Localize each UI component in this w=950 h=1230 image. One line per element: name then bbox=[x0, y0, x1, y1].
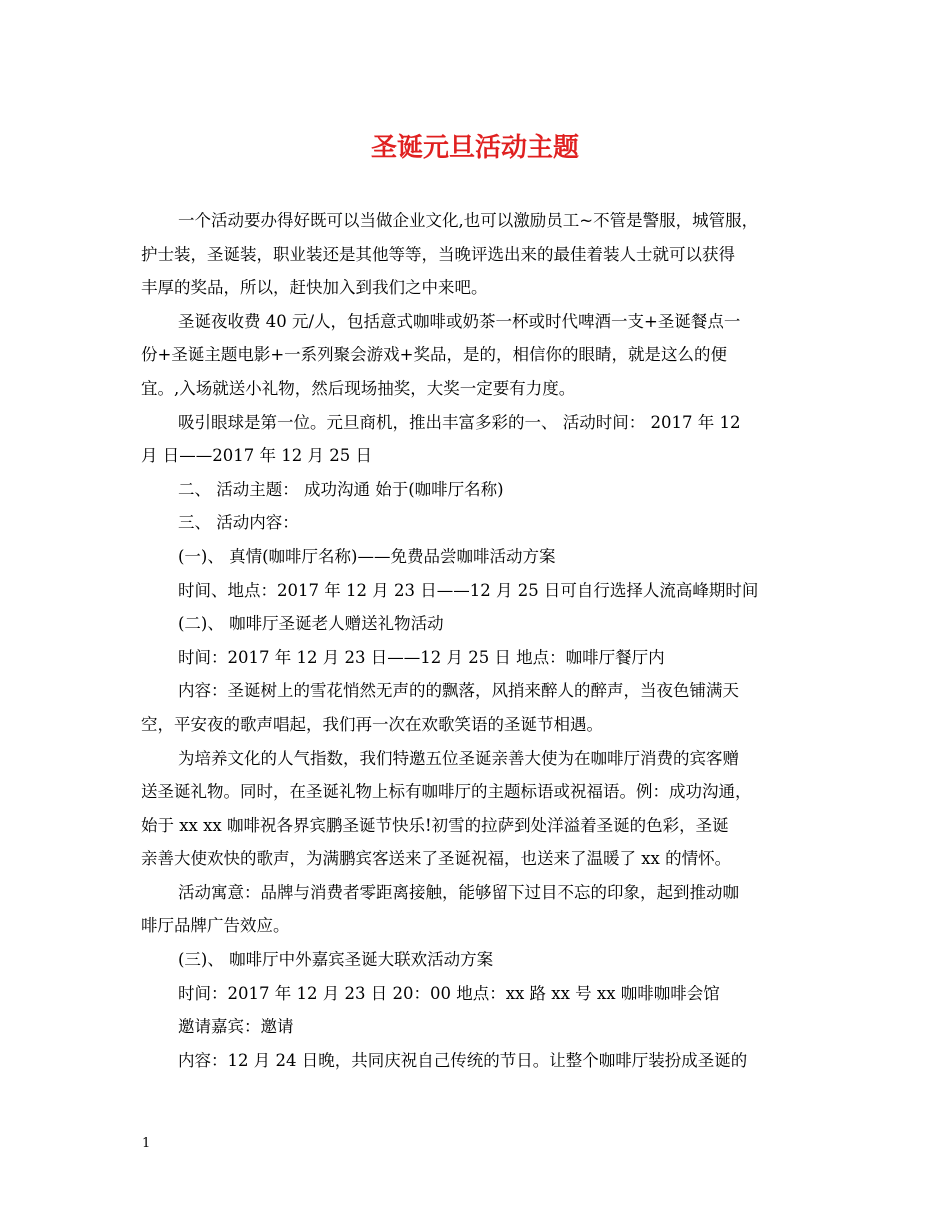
text-line: 时间：2017 年 12 月 23 日——12 月 25 日 地点：咖啡厅餐厅内 bbox=[178, 647, 665, 667]
text-line: 时间：2017 年 12 月 23 日 20：00 地点：xx 路 xx 号 xx 咖啡咖啡会馆 bbox=[178, 983, 720, 1003]
text-line: 活动寓意：品牌与消费者零距离接触，能够留下过目不忘的印象，起到推动咖 bbox=[178, 882, 739, 902]
text-line: 一个活动要办得好既可以当做企业文化,也可以激励员工~不管是警服，城管服， bbox=[178, 211, 759, 230]
text-line: 护士装，圣诞装，职业装还是其他等等，当晚评选出来的最佳着装人士就可以获得 bbox=[141, 244, 735, 264]
body-text bbox=[141, 204, 817, 1077]
page-title: 圣诞元旦活动主题 bbox=[370, 133, 579, 163]
text-line: (一)、 真情(咖啡厅名称)——免费品尝咖啡活动方案 bbox=[178, 546, 556, 566]
text-line: 圣诞夜收费 40 元/人，包括意式咖啡或奶茶一杯或时代啤酒一支+圣诞餐点一 bbox=[178, 311, 741, 331]
text-line: 送圣诞礼物。同时，在圣诞礼物上标有咖啡厅的主题标语或祝福语。例：成功沟通， bbox=[141, 782, 752, 802]
page-number: 1 bbox=[142, 1136, 151, 1151]
text-line: (二)、 咖啡厅圣诞老人赠送礼物活动 bbox=[178, 614, 444, 634]
text-line: 亲善大使欢快的歌声，为满鹏宾客送来了圣诞祝福，也送来了温暖了 xx 的情怀。 bbox=[141, 849, 732, 869]
text-line: 内容：12 月 24 日晚，共同庆祝自己传统的节日。让整个咖啡厅装扮成圣诞的 bbox=[178, 1050, 748, 1070]
text-line: 邀请嘉宾：邀请 bbox=[178, 1017, 294, 1037]
text-line: 丰厚的奖品，所以，赶快加入到我们之中来吧。 bbox=[141, 278, 488, 298]
text-line: 时间、地点：2017 年 12 月 23 日——12 月 25 日可自行选择人流高峰期时间 bbox=[178, 580, 759, 600]
text-line: 啡厅品牌广告效应。 bbox=[141, 916, 290, 936]
text-line: 始于 xx xx 咖啡祝各界宾鹏圣诞节快乐!初雪的拉萨到处洋溢着圣诞的色彩，圣诞 bbox=[141, 815, 729, 835]
text-line: 三、 活动内容： bbox=[178, 513, 299, 533]
text-line: 二、 活动主题： 成功沟通 始于(咖啡厅名称) bbox=[178, 479, 504, 499]
text-line: (三)、 咖啡厅中外嘉宾圣诞大联欢活动方案 bbox=[178, 950, 494, 970]
text-line: 份+圣诞主题电影+一系列聚会游戏+奖品，是的，相信你的眼睛，就是这么的便 bbox=[141, 345, 727, 365]
text-line: 空，平安夜的歌声唱起，我们再一次在欢歌笑语的圣诞节相遇。 bbox=[141, 714, 603, 734]
text-line: 月 日——2017 年 12 月 25 日 bbox=[141, 446, 372, 466]
text-line: 为培养文化的人气指数，我们特邀五位圣诞亲善大使为在咖啡厅消费的宾客赠 bbox=[178, 748, 739, 768]
text-line: 吸引眼球是第一位。元旦商机，推出丰富多彩的一、 活动时间： 2017 年 12 bbox=[178, 412, 741, 432]
text-line: 宜。,入场就送小礼物，然后现场抽奖，大奖一定要有力度。 bbox=[141, 378, 576, 398]
text-line: 内容：圣诞树上的雪花悄然无声的的飘落，风捎来醉人的醉声，当夜色铺满天 bbox=[178, 681, 739, 701]
